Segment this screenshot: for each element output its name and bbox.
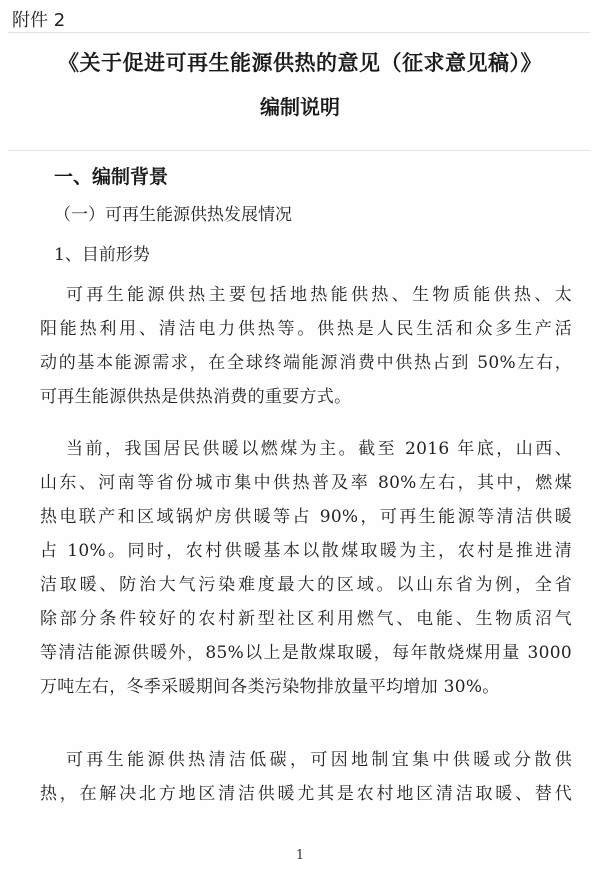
- paragraph-line: 洁取暖、防治大气污染难度最大的区域。以山东省为例，全省: [40, 575, 572, 595]
- paragraph: [40, 743, 572, 811]
- paragraph-line: 除部分条件较好的农村新型社区利用燃气、电能、生物质沼气: [40, 609, 572, 629]
- attachment-label: 附件 2: [12, 10, 66, 31]
- page-number: 1: [295, 848, 305, 863]
- paragraph-line: 热，在解决北方地区清洁供暖尤其是农村地区清洁取暖、替代: [40, 784, 572, 804]
- section-divider: [8, 150, 590, 151]
- paragraph: [40, 278, 572, 414]
- paragraph-line: 可再生能源供热主要包括地热能供热、生物质能供热、太: [66, 285, 572, 305]
- paragraph-line: 动的基本能源需求，在全球终端能源消费中供热占到 50%左右，: [40, 353, 572, 373]
- paragraph-line: 热电联产和区域锅炉房供暖等占 90%，可再生能源等清洁供暖: [40, 507, 572, 527]
- section-heading: 一、编制背景: [54, 166, 169, 188]
- paragraph-line: 万吨左右，冬季采暖期间各类污染物排放量平均增加 30%。: [40, 677, 500, 697]
- item-heading: 1、目前形势: [54, 245, 150, 265]
- paragraph-line: 当前，我国居民供暖以燃煤为主。截至 2016 年底，山西、: [66, 439, 572, 459]
- top-divider: [8, 32, 590, 33]
- paragraph-line: 可再生能源供热清洁低碳，可因地制宜集中供暖或分散供: [66, 750, 572, 770]
- document-subtitle: 编制说明: [260, 95, 340, 119]
- paragraph-line: 山东、河南等省份城市集中供热普及率 80%左右，其中，燃煤: [40, 473, 572, 493]
- paragraph: [40, 432, 572, 704]
- paragraph-line: 等清洁能源供暖外，85%以上是散煤取暖，每年散烧煤用量 3000: [40, 643, 572, 663]
- subsection-heading: （一）可再生能源供热发展情况: [54, 205, 292, 225]
- document-title: 《关于促进可再生能源供热的意见（征求意见稿）》: [58, 51, 542, 75]
- paragraph-line: 可再生能源供热是供热消费的重要方式。: [40, 387, 352, 407]
- paragraph-line: 占 10%。同时，农村供暖基本以散煤取暖为主，农村是推进清: [40, 541, 572, 561]
- paragraph-line: 阳能热利用、清洁电力供热等。供热是人民生活和众多生产活: [40, 319, 572, 339]
